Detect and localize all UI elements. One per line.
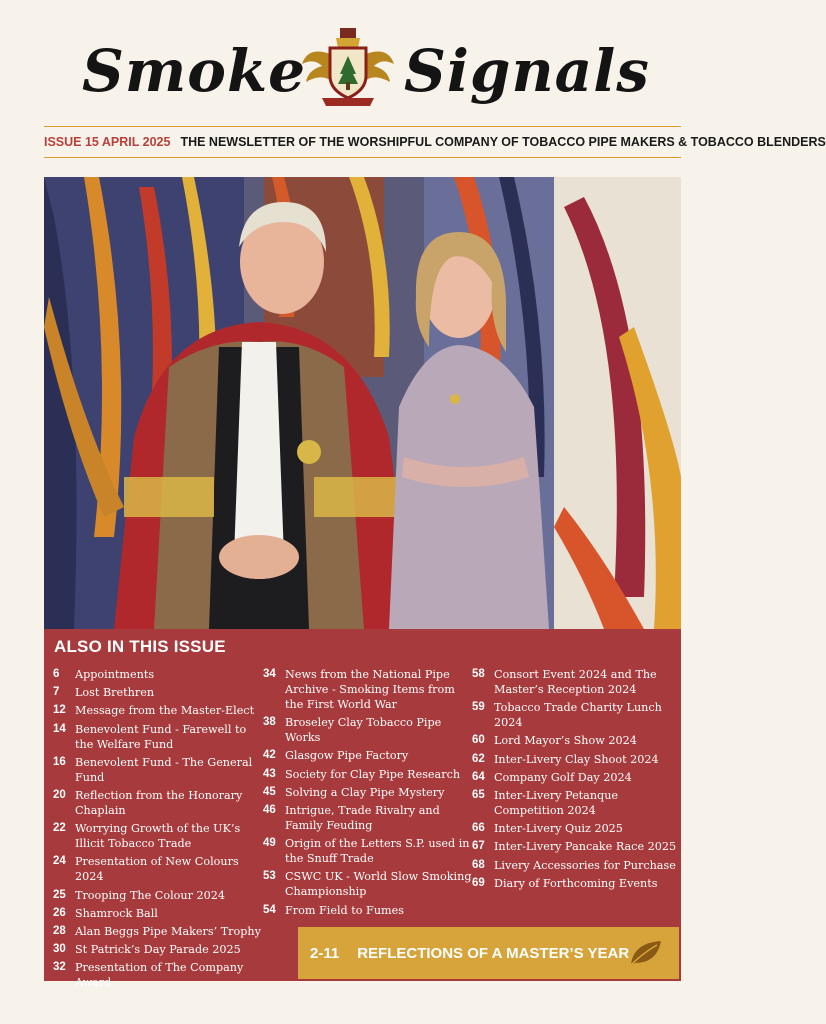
entry-title: Trooping The Colour 2024 (75, 888, 225, 902)
entry-page: 34 (263, 668, 276, 680)
contents-entry[interactable] (472, 839, 677, 854)
entry-page: 53 (263, 870, 276, 883)
contents-entry[interactable] (53, 854, 263, 884)
contents-entry[interactable] (53, 960, 263, 990)
contents-entry[interactable] (263, 667, 473, 712)
contents-entry[interactable] (472, 876, 677, 891)
entry-title: Reflection from the Honorary Chaplain (75, 788, 243, 817)
contents-entry[interactable] (53, 821, 263, 851)
leaf-icon (627, 937, 665, 969)
masthead (0, 28, 724, 113)
entry-title: Broseley Clay Tobacco Pipe Works (285, 716, 442, 745)
entry-page: 25 (53, 888, 66, 901)
issue-subtitle: THE NEWSLETTER OF THE WORSHIPFUL COMPANY OF TOBACCO PIPE MAKERS & TOBACCO BLENDERS (180, 135, 826, 149)
contents-entry[interactable] (53, 667, 263, 682)
contents-entry[interactable] (472, 733, 677, 748)
contents-entry[interactable] (263, 767, 473, 782)
entry-page: 68 (472, 858, 485, 871)
entry-page: 16 (53, 755, 66, 768)
contents-entry[interactable] (472, 700, 677, 730)
contents-entry[interactable] (53, 942, 263, 957)
contents-entry[interactable] (263, 803, 473, 833)
entry-title: Diary of Forthcoming Events (494, 876, 658, 890)
contents-entry[interactable] (263, 869, 473, 899)
contents-panel (44, 629, 681, 990)
entry-page: 30 (53, 943, 66, 956)
entry-page: 65 (472, 788, 485, 801)
entry-title: Society for Clay Pipe Research (285, 767, 461, 781)
entry-title: Presentation of The Company Award (75, 961, 244, 990)
entry-page: 58 (472, 668, 485, 680)
feature-title: REFLECTIONS OF A MASTER’S YEAR (357, 944, 630, 962)
entry-title: Inter-Livery Quiz 2025 (494, 822, 623, 836)
entry-page: 54 (263, 903, 276, 916)
entry-page: 42 (263, 749, 276, 762)
entry-title: Origin of the Letters S.P. used in the Snuff Trade (285, 837, 470, 866)
entry-title: Benevolent Fund - The General Fund (75, 755, 253, 784)
entry-page: 69 (472, 876, 485, 889)
entry-page: 14 (53, 722, 66, 735)
entry-title: Shamrock Ball (75, 906, 158, 920)
entry-page: 60 (472, 734, 485, 747)
entry-title: Consort Event 2024 and The Master’s Reception 2024 (494, 668, 657, 696)
entry-page: 46 (263, 803, 276, 816)
entry-page: 28 (53, 924, 66, 937)
masthead-title-left: Smoke (82, 37, 307, 105)
contents-entry[interactable] (263, 903, 473, 918)
contents-column-1 (53, 667, 263, 993)
entry-title: Message from the Master-Elect (75, 704, 255, 718)
contents-title: ALSO IN THIS ISSUE (54, 637, 226, 656)
contents-entry[interactable] (472, 770, 677, 785)
contents-column-2 (263, 667, 473, 921)
contents-entry[interactable] (472, 821, 677, 836)
entry-title: Inter-Livery Petanque Competition 2024 (494, 788, 619, 817)
entry-title: Appointments (75, 668, 155, 681)
contents-entry[interactable] (263, 748, 473, 763)
contents-entry[interactable] (53, 722, 263, 752)
feature-pages: 2-11 (310, 944, 340, 962)
contents-entry[interactable] (472, 788, 677, 818)
entry-title: Lost Brethren (75, 686, 155, 700)
entry-page: 22 (53, 822, 66, 835)
issue-bar (44, 126, 826, 158)
contents-entry[interactable] (53, 685, 263, 700)
entry-title: Solving a Clay Pipe Mystery (285, 785, 445, 799)
entry-page: 62 (472, 752, 485, 765)
contents-entry[interactable] (53, 906, 263, 921)
entry-title: Worrying Growth of the UK’s Illicit Tobacco Trade (75, 822, 241, 851)
entry-title: Benevolent Fund - Farewell to the Welfare Fund (75, 722, 247, 751)
entry-page: 49 (263, 837, 276, 850)
entry-title: Inter-Livery Pancake Race 2025 (494, 840, 677, 854)
entry-page: 24 (53, 855, 66, 868)
entry-page: 45 (263, 785, 276, 798)
entry-title: Tobacco Trade Charity Lunch 2024 (494, 701, 662, 730)
cover-photo (44, 177, 681, 629)
entry-page: 6 (53, 668, 60, 680)
contents-entry[interactable] (53, 788, 263, 818)
entry-page: 32 (53, 961, 66, 974)
entry-page: 20 (53, 788, 66, 801)
entry-page: 12 (53, 704, 66, 717)
entry-title: News from the National Pipe Archive - Smoking Items from the First World War (285, 668, 455, 711)
entry-title: From Field to Fumes (285, 903, 404, 917)
entry-title: Lord Mayor’s Show 2024 (494, 734, 637, 748)
entry-title: Alan Beggs Pipe Makers’ Trophy (75, 924, 261, 938)
contents-entry[interactable] (53, 703, 263, 718)
entry-page: 59 (472, 701, 485, 714)
entry-page: 26 (53, 906, 66, 919)
contents-entry[interactable] (472, 667, 677, 697)
entry-title: Presentation of New Colours 2024 (75, 855, 239, 884)
entry-title: Livery Accessories for Purchase (494, 858, 676, 872)
entry-page: 66 (472, 822, 485, 835)
entry-title: Intrigue, Trade Rivalry and Family Feuding (285, 803, 440, 832)
crest-icon (300, 24, 396, 110)
contents-entry[interactable] (263, 836, 473, 866)
issue-number: ISSUE 15 APRIL 2025 (44, 135, 171, 149)
contents-entry[interactable] (53, 755, 263, 785)
entry-page: 67 (472, 840, 485, 853)
contents-entry[interactable] (263, 785, 473, 800)
entry-title: Company Golf Day 2024 (494, 770, 632, 784)
contents-entry[interactable] (53, 888, 263, 903)
entry-title: Inter-Livery Clay Shoot 2024 (494, 752, 659, 766)
feature-banner[interactable] (298, 927, 679, 979)
masthead-title-right: Signals (404, 37, 650, 105)
entry-page: 7 (53, 686, 60, 699)
contents-entry[interactable] (472, 858, 677, 873)
entry-page: 43 (263, 767, 276, 780)
entry-title: Glasgow Pipe Factory (285, 749, 409, 763)
entry-page: 38 (263, 716, 276, 729)
contents-entry[interactable] (263, 715, 473, 745)
contents-entry[interactable] (472, 752, 677, 767)
contents-column-3 (472, 667, 677, 894)
contents-entry[interactable] (53, 924, 263, 939)
entry-title: St Patrick’s Day Parade 2025 (75, 943, 241, 957)
entry-page: 64 (472, 770, 485, 783)
entry-title: CSWC UK - World Slow Smoking Championship (285, 870, 472, 899)
